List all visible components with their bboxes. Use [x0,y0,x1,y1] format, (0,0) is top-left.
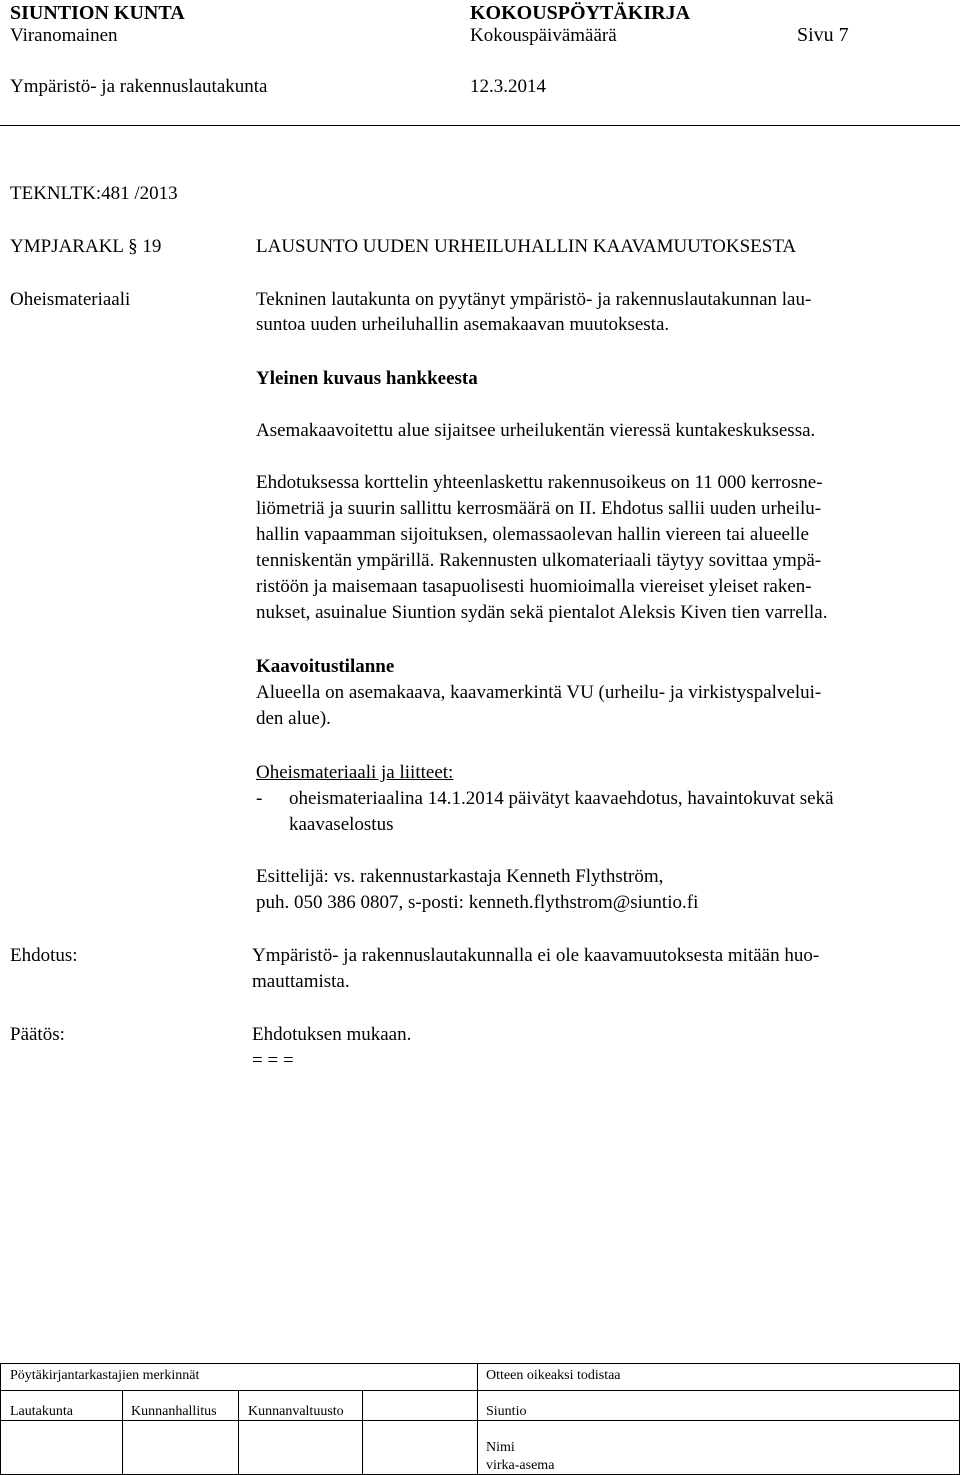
page-number: Sivu 7 [797,24,849,46]
footer-col-divider-3 [362,1390,363,1475]
section-id: YMPJARAKL § 19 [10,236,162,257]
header-divider [0,125,960,126]
general-paragraph-1: Asemakaavoitettu alue sijaitsee urheilukentän vieressä kuntakeskuksessa. [256,420,816,441]
footer-row-rule [0,1420,960,1421]
decision-label: Päätös: [10,1024,65,1045]
general-p2-line-6: nukset, asuinalue Siuntion sydän sekä pientalot Aleksis Kiven tien varrella. [256,602,828,623]
authority-name: Ympäristö- ja rakennuslautakunta [10,76,268,97]
proposal-line-1: Ympäristö- ja rakennuslautakunnalla ei ole kaavamuutoksesta mitään huo- [252,945,820,966]
general-p2-line-5: ristöön ja maisemaan tasapuolisesti huomioimalla viereiset yleiset raken- [256,576,812,597]
zoning-heading: Kaavoitustilanne [256,656,395,677]
zoning-line-1: Alueella on asemakaava, kaavamerkintä VU (urheilu- ja virkistyspalvelui- [256,682,822,703]
position-label: virka-asema [486,1458,555,1473]
footer-col-divider-1 [122,1390,123,1475]
attachment-label: Oheismateriaali [10,289,131,310]
general-p2-line-3: hallin vapaamman sijoituksen, olemassaolevan hallin viereen tai alueelle [256,524,809,545]
org-name: SIUNTION KUNTA [10,2,185,24]
document-type: KOKOUSPÖYTÄKIRJA [470,2,691,24]
section-title: LAUSUNTO UUDEN URHEILUHALLIN KAAVAMUUTOKSESTA [256,236,797,257]
footer-col-municipal-board: Kunnanhallitus [131,1404,217,1419]
name-label: Nimi [486,1440,515,1455]
general-heading: Yleinen kuvaus hankkeesta [256,368,478,389]
footer-col-council: Kunnanvaltuusto [248,1404,344,1419]
certified-label: Otteen oikeaksi todistaa [486,1368,621,1383]
general-p2-line-1: Ehdotuksessa korttelin yhteenlaskettu rakennusoikeus on 11 000 kerrosne- [256,472,823,493]
presenter-line-1: Esittelijä: vs. rakennustarkastaja Kenneth Flythström, [256,866,664,887]
attachment-dash: - [256,788,263,809]
case-reference: TEKNLTK:481 /2013 [10,183,178,204]
decision-text: Ehdotuksen mukaan. [252,1024,412,1045]
attachment-item-line-2: kaavaselostus [289,814,394,835]
meeting-date-label: Kokouspäivämäärä [470,25,617,46]
footer-col-board: Lautakunta [10,1404,73,1419]
footer-col-divider-2 [238,1390,239,1475]
end-marker: = = = [252,1050,294,1071]
general-p2-line-2: liömetriä ja suurin sallittu kerrosmäärä on II. Ehdotus sallii uuden urheilu- [256,498,822,519]
proposal-label: Ehdotus: [10,945,78,966]
proposal-line-2: mauttamista. [252,971,350,992]
meeting-date: 12.3.2014 [470,76,546,97]
intro-line-1: Tekninen lautakunta on pyytänyt ympäristö- ja rakennuslautakunnan lau- [256,289,812,310]
footer-top-rule [0,1363,960,1364]
authority-label: Viranomainen [10,25,118,46]
footer-mid-rule [0,1390,960,1391]
footer-left-border [0,1363,1,1475]
attachment-item-line-1: oheismateriaalina 14.1.2014 päivätyt kaavaehdotus, havaintokuvat sekä [289,788,834,809]
zoning-line-2: den alue). [256,708,331,729]
intro-line-2: suntoa uuden urheiluhallin asemakaavan muutoksesta. [256,314,670,335]
general-p2-line-4: tenniskentän ympärillä. Rakennusten ulkomateriaali täytyy sovittaa ympä- [256,550,822,571]
certified-place: Siuntio [486,1404,527,1419]
footer-center-divider [477,1363,478,1475]
examiners-label: Pöytäkirjantarkastajien merkinnät [10,1368,200,1383]
attachments-heading: Oheismateriaali ja liitteet: [256,762,454,783]
presenter-line-2: puh. 050 386 0807, s-posti: kenneth.flythstrom@siuntio.fi [256,892,699,913]
